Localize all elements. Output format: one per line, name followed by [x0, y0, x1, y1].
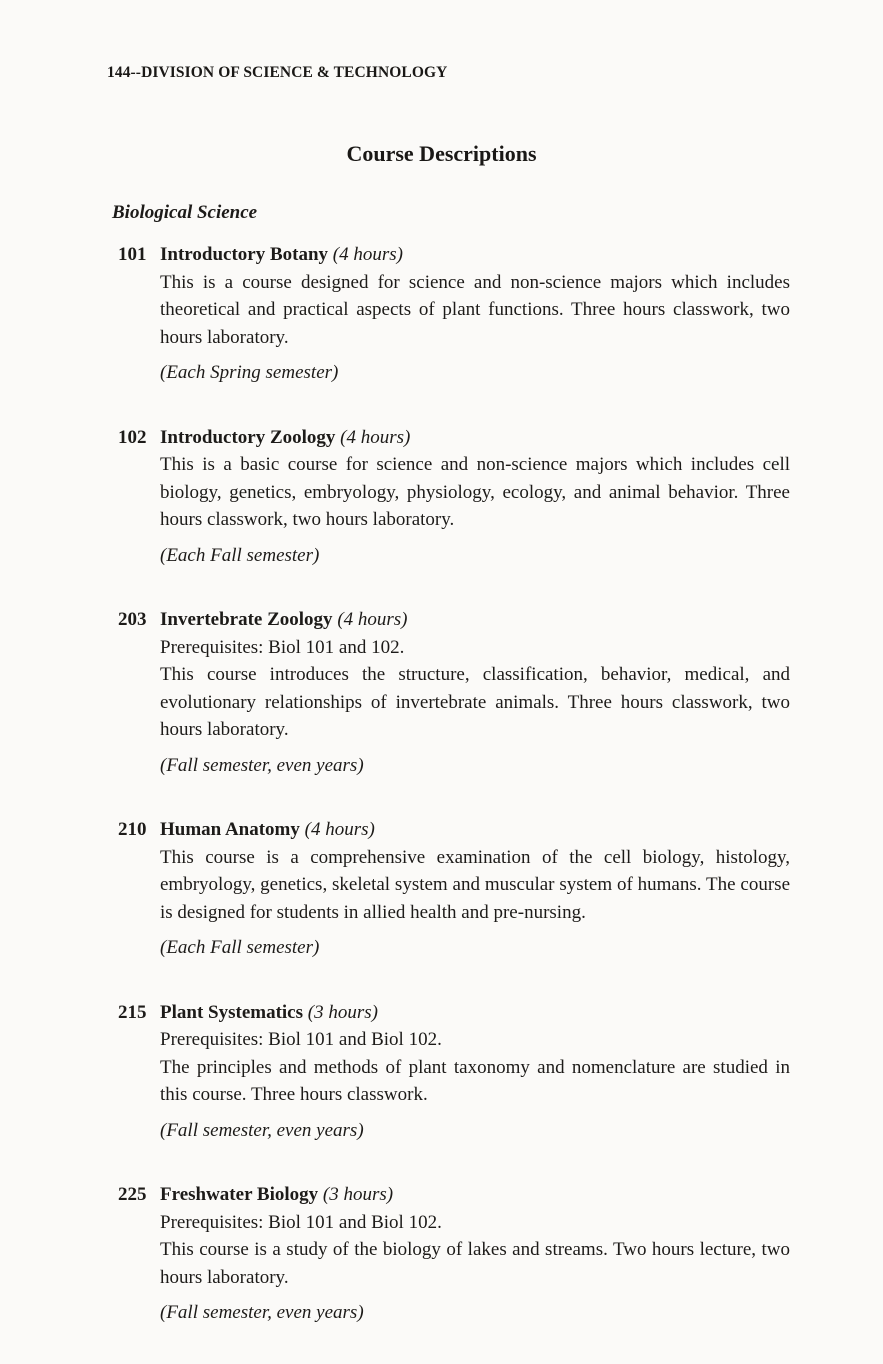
course-offered: (Each Spring semester): [160, 362, 339, 383]
course-name: Invertebrate Zoology: [160, 609, 333, 630]
course-number: 203: [118, 609, 147, 630]
course-hours: (4 hours): [337, 609, 408, 630]
course-description: This course introduces the structure, classification, behavior, medical, and evolutionary relationships of invertebrate animals. Three hours classwork, two hours laboratory.: [160, 664, 790, 740]
course-description: This course is a study of the biology of lakes and streams. Two hours lecture, two hours laboratory.: [160, 1239, 790, 1288]
course-description: This course is a comprehensive examination of the cell biology, histology, embryology, genetics, skeletal system and muscular system of humans. The course is designed for students in allied health and pre-nursing.: [160, 846, 790, 923]
course-entry: [118, 424, 790, 570]
course-hours: (3 hours): [322, 1184, 394, 1205]
page-title: Course Descriptions: [346, 141, 537, 166]
course-offered: (Each Fall semester): [160, 544, 320, 566]
course-number: 102: [118, 426, 147, 448]
course-description: The principles and methods of plant taxonomy and nomenclature are studied in this course. Three hours classwork.: [160, 1056, 790, 1105]
course-offered: (Fall semester, even years): [160, 1302, 364, 1323]
course-entry: [118, 816, 790, 962]
course-name: Freshwater Biology: [160, 1184, 319, 1205]
course-entry: [118, 241, 790, 387]
course-number: 210: [118, 819, 147, 840]
course-hours: (3 hours): [307, 1001, 378, 1023]
section-title: Biological Science: [112, 202, 258, 223]
course-description: This is a basic course for science and non-science majors which includes cell biology, genetics, embryology, physiology, ecology, and animal behavior. Three hours classwork, two hours laboratory.: [160, 454, 790, 530]
course-name: Human Anatomy: [160, 819, 300, 840]
course-number: 215: [118, 1001, 147, 1023]
course-description: This is a course designed for science and non-science majors which includes theoretical and practical aspects of plant functions. Three hours classwork, two hours laboratory.: [160, 271, 790, 348]
course-prerequisites: Prerequisites: Biol 101 and 102.: [160, 636, 405, 658]
course-prerequisites: Prerequisites: Biol 101 and Biol 102.: [160, 1211, 442, 1233]
course-hours: (4 hours): [304, 819, 375, 840]
course-entry: [118, 999, 790, 1145]
running-head: 144--DIVISION OF SCIENCE & TECHNOLOGY: [107, 64, 448, 81]
course-hours: (4 hours): [332, 244, 403, 265]
course-entry: [118, 606, 790, 779]
course-list: [118, 241, 790, 1364]
course-offered: (Fall semester, even years): [160, 1119, 364, 1141]
course-hours: (4 hours): [340, 426, 411, 448]
course-number: 225: [118, 1184, 147, 1205]
course-name: Introductory Botany: [160, 244, 329, 265]
course-name: Introductory Zoology: [160, 426, 336, 448]
course-offered: (Fall semester, even years): [160, 754, 364, 776]
course-number: 101: [118, 244, 147, 265]
course-entry: [118, 1181, 790, 1327]
course-offered: (Each Fall semester): [160, 937, 320, 958]
course-name: Plant Systematics: [160, 1001, 304, 1023]
course-prerequisites: Prerequisites: Biol 101 and Biol 102.: [160, 1029, 442, 1050]
